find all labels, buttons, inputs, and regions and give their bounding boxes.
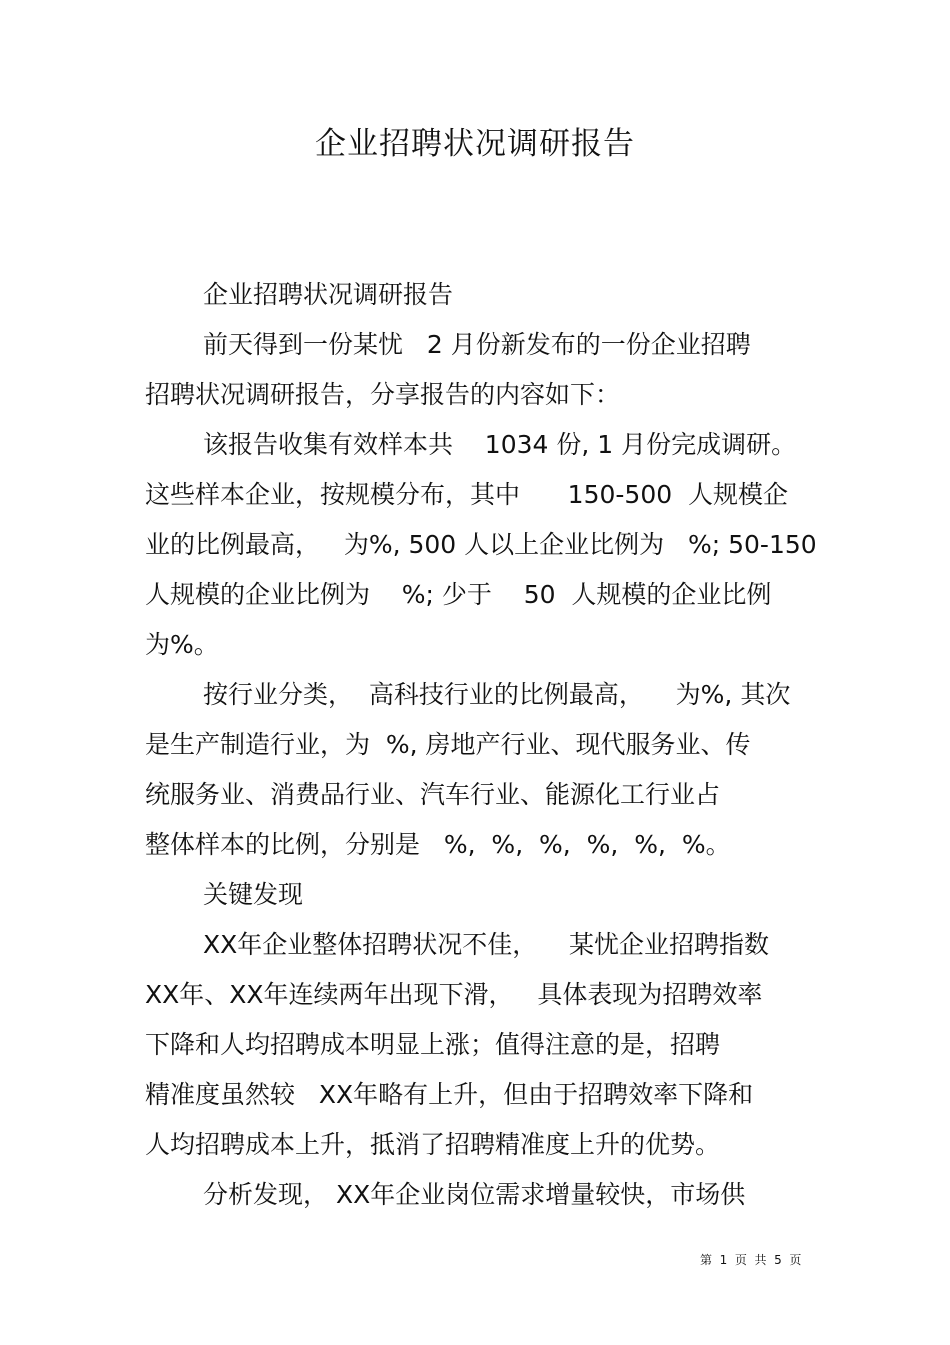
document-body (145, 270, 815, 1220)
document-title: 企业招聘状况调研报告 (315, 126, 635, 162)
body-line: 人规模的企业比例为 %; 少于 50 人规模的企业比例 (145, 580, 772, 609)
body-line: XX年、XX年连续两年出现下滑， 具体表现为招聘效率 (145, 980, 763, 1009)
body-line: 为%。 (145, 630, 219, 659)
body-line: 关键发现 (203, 880, 304, 909)
body-line: 前天得到一份某忧 2 月份新发布的一份企业招聘 (203, 330, 751, 359)
body-line: 这些样本企业，按规模分布，其中 150-500 人规模企 (145, 480, 789, 509)
body-line: 按行业分类， 高科技行业的比例最高， 为%, 其次 (203, 680, 791, 709)
body-line: 企业招聘状况调研报告 (203, 280, 454, 309)
body-line: 招聘状况调研报告，分享报告的内容如下： (145, 380, 621, 409)
body-line: 该报告收集有效样本共 1034 份, 1 月份完成调研。 (203, 430, 797, 459)
body-line: 业的比例最高， 为%, 500 人以上企业比例为 %; 50-150 (145, 530, 817, 559)
page-footer: 第 1 页 共 5 页 (700, 1253, 802, 1267)
body-line: 精准度虽然较 XX年略有上升，但由于招聘效率下降和 (145, 1080, 754, 1109)
body-line: 分析发现， XX年企业岗位需求增量较快，市场供 (203, 1180, 746, 1209)
body-line: 统服务业、消费品行业、汽车行业、能源化工行业占 (145, 780, 721, 809)
body-line: 是生产制造行业，为 %, 房地产行业、现代服务业、传 (145, 730, 751, 759)
body-line: XX年企业整体招聘状况不佳， 某忧企业招聘指数 (203, 930, 770, 959)
body-line: 下降和人均招聘成本明显上涨；值得注意的是，招聘 (145, 1030, 721, 1059)
body-line: 人均招聘成本上升，抵消了招聘精准度上升的优势。 (145, 1130, 721, 1159)
body-line: 整体样本的比例，分别是 %, %, %, %, %, %。 (145, 830, 731, 859)
